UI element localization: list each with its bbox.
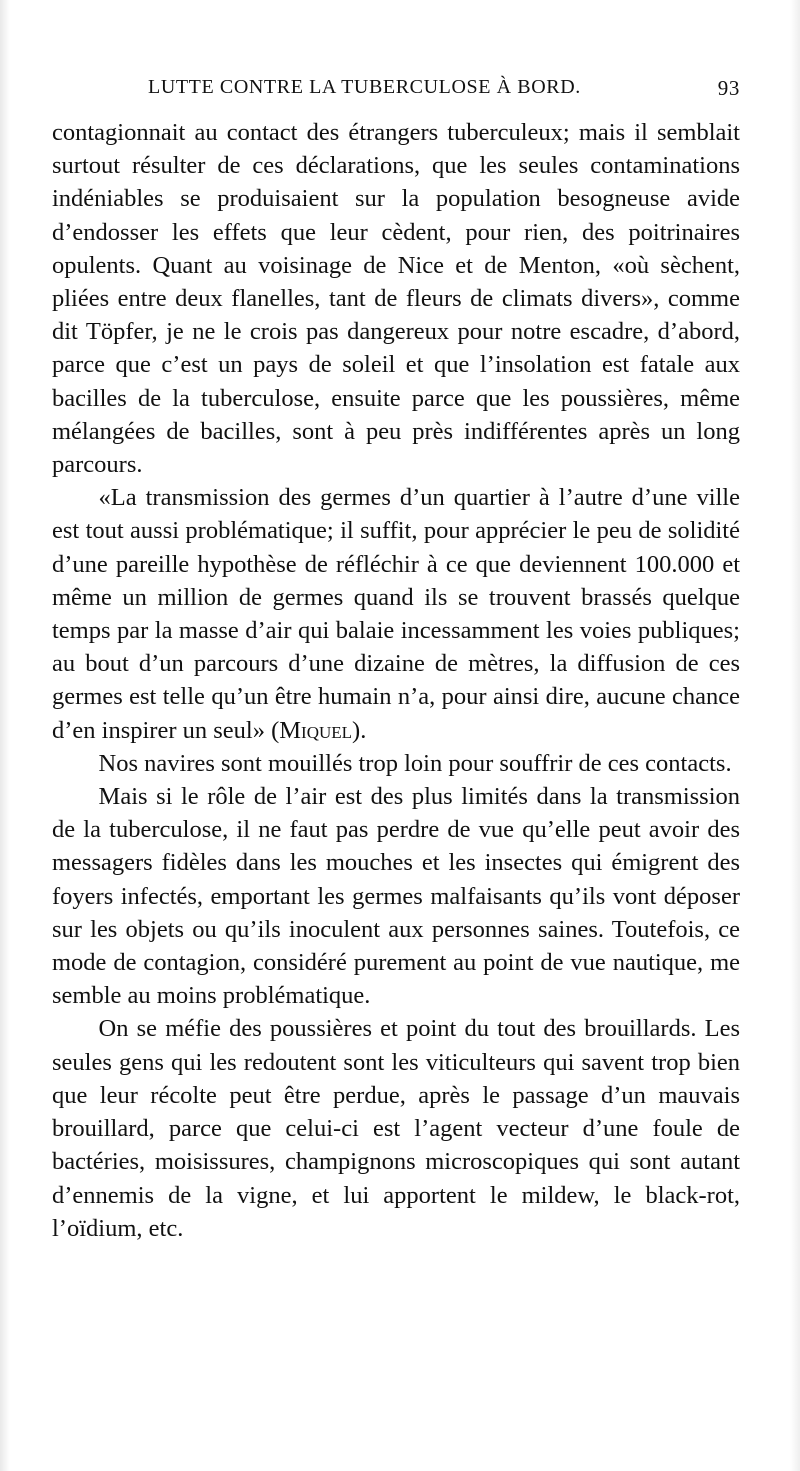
citation-close: ). [352,716,367,744]
paragraph-2-quotation [52,481,740,747]
page-number: 93 [717,76,740,100]
running-title: LUTTE CONTRE LA TUBERCULOSE À BORD. [148,76,581,98]
paragraph-4: Mais si le rôle de l’air est des plus limités dans la transmission de la tuberculose, il ne faut pas perdre de vue qu’elle peut avoir des messagers fidèles dans les mouches et les insectes qui émigrent des foyers infectés, emportant les germes malfaisants qu’ils vont déposer sur les objets ou qu’ils inoculent aux personnes saines. Toutefois, ce mode de contagion, considéré purement au point de vue nautique, me semble au moins problématique. [52,783,740,1010]
paragraph-1: contagionnait au contact des étrangers tuberculeux; mais il semblait surtout résulter de ces déclarations, que les seules contaminations indéniables se produisaient sur la population besogneuse avide d’endosser les effets que leur cèdent, pour rien, des poitrinaires opulents. Quant au voisinage de Nice et de Menton, «où sèchent, pliées entre deux flanelles, tant de fleurs de climats divers», comme dit Töpfer, je ne le crois pas dangereux pour notre escadre, d’abord, parce que c’est un pays de soleil et que l’insolation est fatale aux bacilles de la tuberculose, ensuite parce que les poussières, même mélangées de bacilles, sont à peu près indifférentes après un long parcours. [52,119,740,479]
body-text [52,116,740,1245]
paragraph-5: On se méfie des poussières et point du tout des brouillards. Les seules gens qui les redoutent sont les viticulteurs qui savent trop bien que leur récolte peut être perdue, après le passage d’un mauvais brouillard, parce que celui-ci est l’agent vecteur d’une foule de bactéries, moisissures, champignons microscopiques qui sont autant d’ennemis de la vigne, et lui apportent le mildew, le black-rot, l’oïdium, etc. [52,1015,740,1242]
running-head [148,76,740,106]
page-right-edge [790,0,800,1471]
page-left-edge [0,0,10,1471]
paragraph-3: Nos navires sont mouillés trop loin pour souffrir de ces contacts. [98,749,732,777]
quotation-text: «La transmission des germes d’un quartier à l’autre d’une ville est tout aussi problématique; il suffit, pour apprécier le peu de solidité d’une pareille hypothèse de réfléchir à ce que deviennent 100.000 et même un million de germes quand ils se trouvent brassés quelque temps par la masse d’air qui balaie incessamment les voies publiques; au bout d’un parcours d’une dizaine de mètres, la diffusion de ces germes est telle qu’un être humain n’a, pour ainsi dire, aucune chance d’en inspirer un seul» ( [52,484,740,744]
citation-author: Miquel [279,716,353,744]
